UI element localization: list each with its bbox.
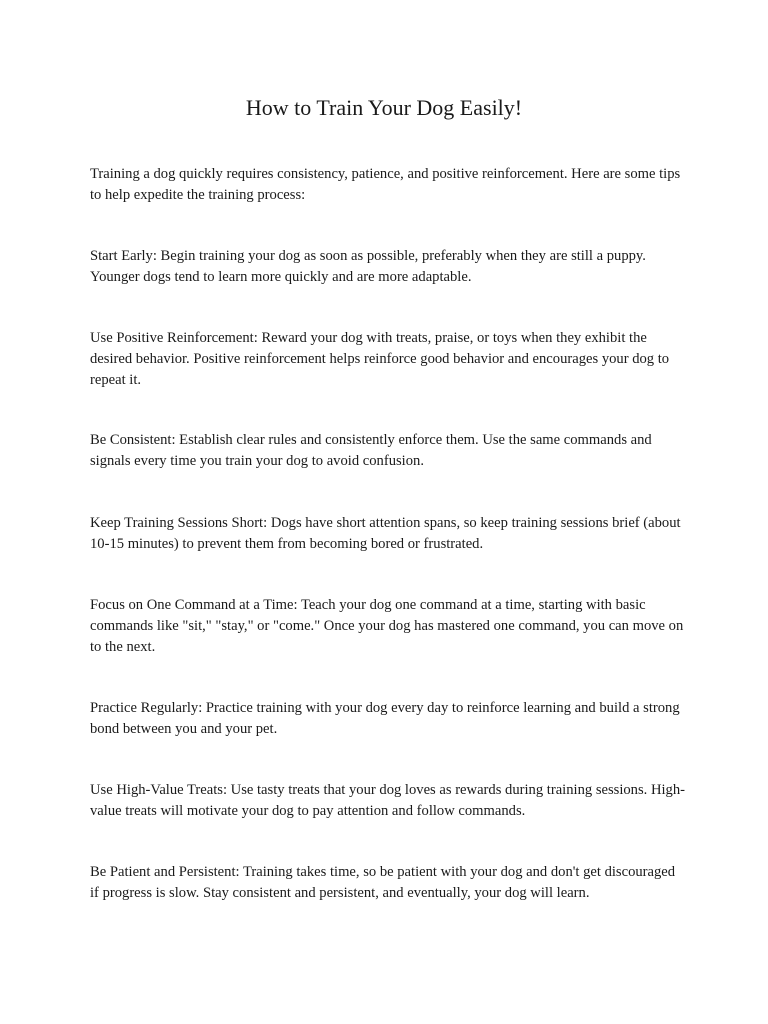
tip-paragraph: Use High-Value Treats: Use tasty treats that your dog loves as rewards during training sessions. High-value treats will motivate your dog to pay attention and follow commands. bbox=[90, 782, 686, 819]
tip-paragraph: Use Positive Reinforcement: Reward your dog with treats, praise, or toys when they exhibit the desired behavior. Positive reinforcement helps reinforce good behavior and encourages your dog to repeat it. bbox=[90, 330, 670, 388]
tip-paragraph: Be Patient and Persistent: Training takes time, so be patient with your dog and don't get discouraged if progress is slow. Stay consistent and persistent, and eventually, your dog will learn. bbox=[90, 864, 676, 901]
page-title: How to Train Your Dog Easily! bbox=[245, 95, 523, 120]
tip-paragraph: Focus on One Command at a Time: Teach your dog one command at a time, starting with basic commands like "sit," "stay," or "come." Once your dog has mastered one command, you can move on to the next. bbox=[90, 597, 684, 655]
intro-paragraph: Training a dog quickly requires consistency, patience, and positive reinforcement. Here are some tips to help expedite the training process: bbox=[90, 166, 681, 203]
tip-paragraph: Be Consistent: Establish clear rules and consistently enforce them. Use the same commands and signals every time you train your dog to avoid confusion. bbox=[90, 432, 652, 469]
tip-paragraph: Start Early: Begin training your dog as soon as possible, preferably when they are still a puppy. Younger dogs tend to learn more quickly and are more adaptable. bbox=[90, 248, 646, 285]
tip-paragraph: Practice Regularly: Practice training with your dog every day to reinforce learning and build a strong bond between you and your pet. bbox=[90, 700, 680, 737]
tip-paragraph: Keep Training Sessions Short: Dogs have short attention spans, so keep training sessions brief (about 10-15 minutes) to prevent them from becoming bored or frustrated. bbox=[90, 515, 681, 552]
